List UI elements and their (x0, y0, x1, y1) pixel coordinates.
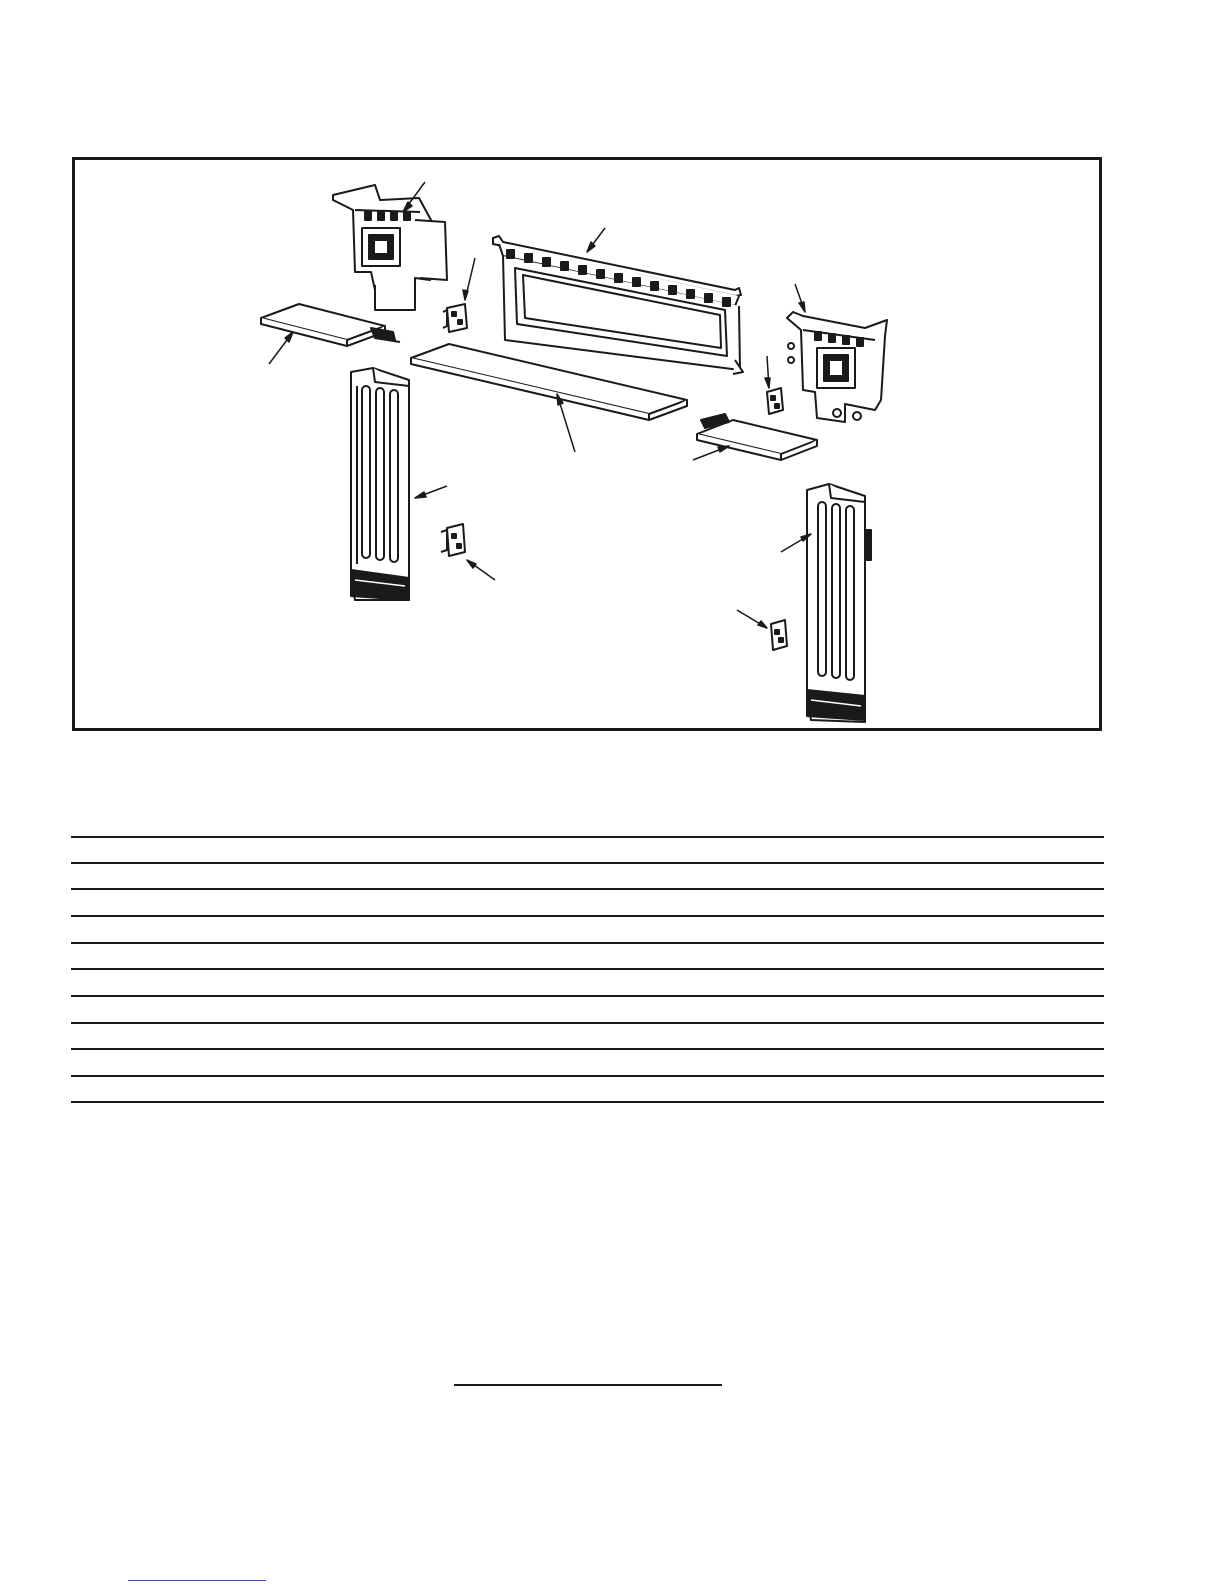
footer-link-underline[interactable] (128, 1580, 266, 1581)
table-rule (71, 836, 1104, 838)
table-rule (71, 862, 1104, 864)
left-leg (351, 368, 409, 600)
exploded-diagram-frame (72, 157, 1102, 731)
top-header-panel (493, 236, 743, 374)
exploded-parts-diagram (75, 160, 1099, 728)
mounting-clip-1 (443, 304, 467, 332)
table-rule (71, 1101, 1104, 1103)
right-shelf-panel (697, 414, 817, 460)
table-rule (71, 995, 1104, 997)
table-rule (71, 968, 1104, 970)
mounting-clip-4 (771, 620, 787, 650)
mounting-clip-2 (767, 388, 783, 414)
mounting-clip-3 (441, 524, 465, 556)
left-corner-bracket (333, 185, 447, 310)
right-leg (807, 484, 871, 722)
table-rule (71, 942, 1104, 944)
table-rule (71, 1075, 1104, 1077)
right-corner-bracket (787, 312, 887, 422)
table-rule (71, 1022, 1104, 1024)
table-rule (71, 915, 1104, 917)
signature-line (454, 1384, 722, 1386)
table-rule (71, 1048, 1104, 1050)
table-rule (71, 888, 1104, 890)
